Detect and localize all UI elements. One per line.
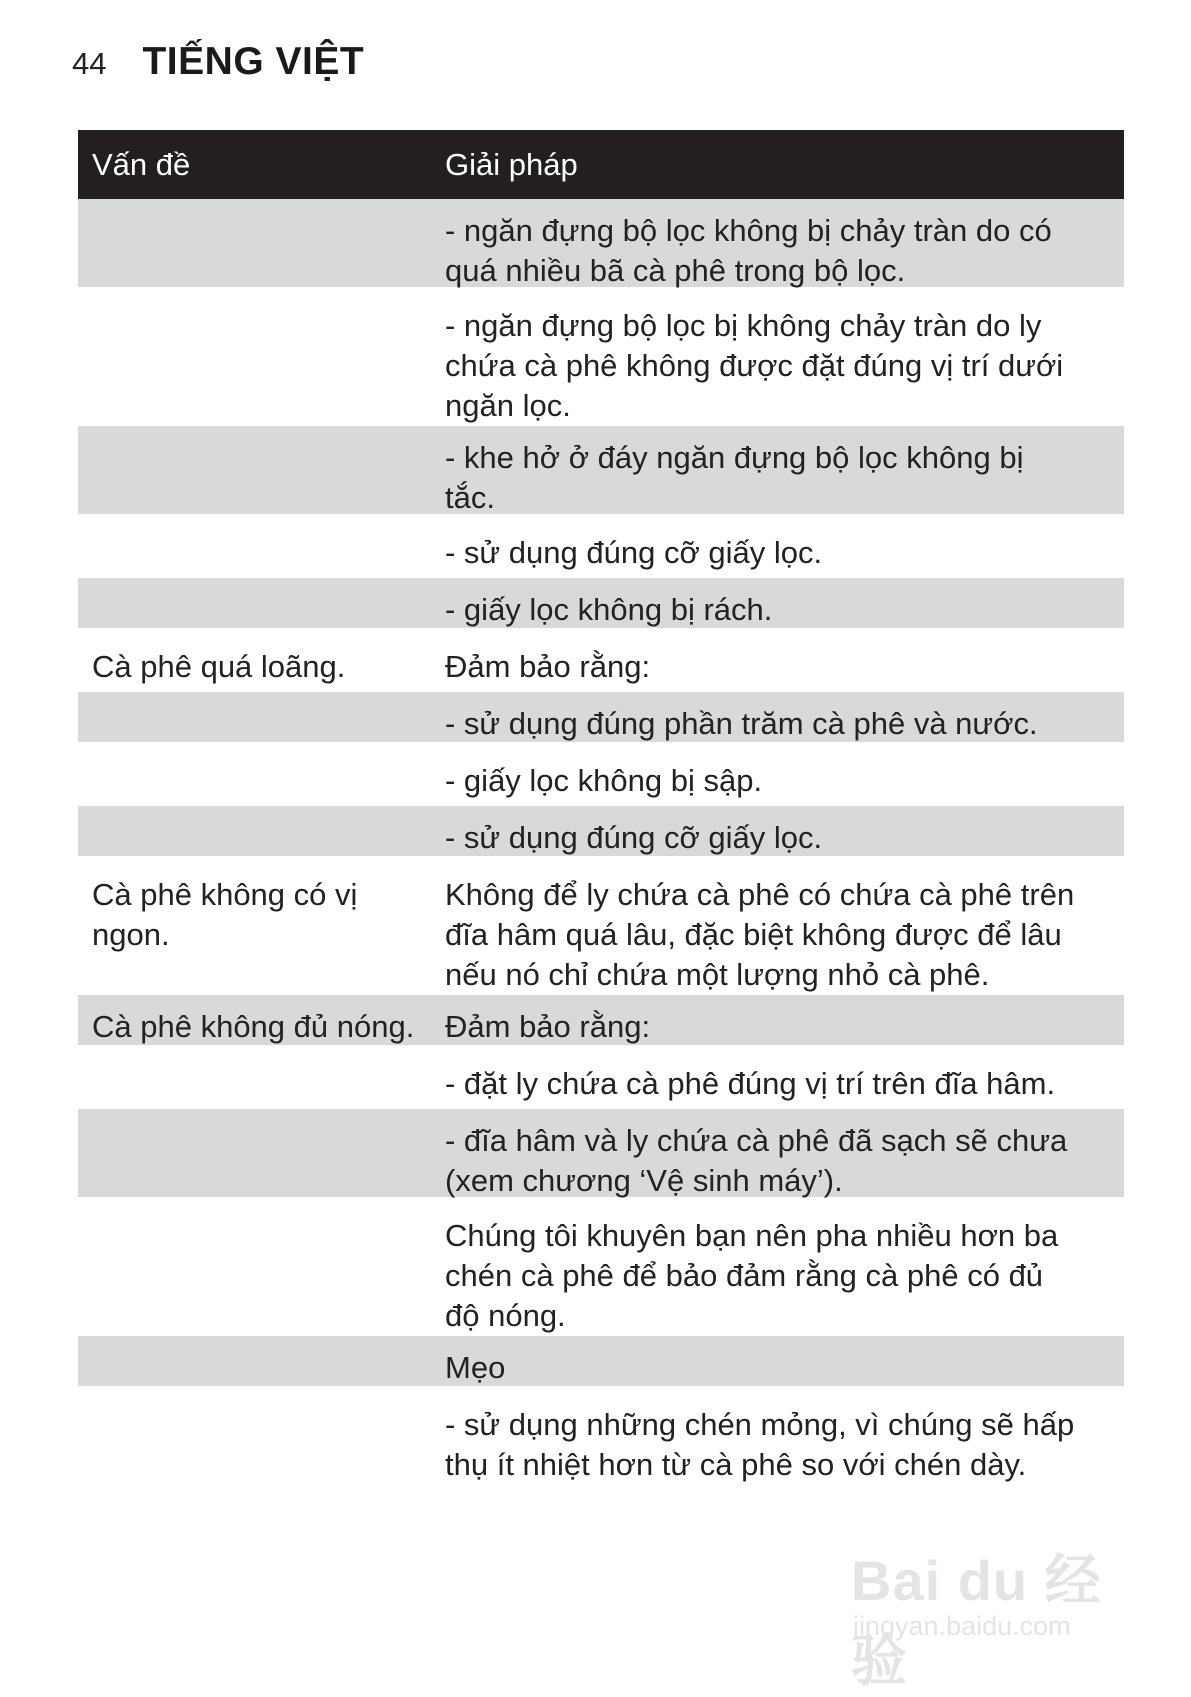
cell-solution: [445, 1216, 1124, 1336]
cell-solution: [445, 704, 1124, 744]
cell-solution: [445, 647, 1124, 687]
solution-line: chén cà phê để bảo đảm rằng cà phê có đủ: [445, 1258, 1044, 1293]
table-row: [78, 692, 1124, 742]
page-number: 44: [72, 46, 107, 81]
solution-line: đĩa hâm quá lâu, đặc biệt không được để lâu: [445, 917, 1062, 952]
table-body: [78, 199, 1124, 1481]
cell-solution: [445, 1405, 1124, 1485]
solution-line: - đĩa hâm và ly chứa cà phê đã sạch sẽ chưa: [445, 1123, 1068, 1158]
solution-line: - giấy lọc không bị rách.: [445, 592, 773, 627]
cell-solution: [445, 306, 1124, 426]
solution-line: Đảm bảo rằng:: [445, 1009, 651, 1044]
cell-problem: Cà phê quá loãng.: [92, 649, 346, 684]
watermark-logo: Bai du 经验: [851, 1549, 1102, 1692]
problem-line: Cà phê không có vị: [92, 877, 358, 912]
solution-line: - sử dụng những chén mỏng, vì chúng sẽ hấp: [445, 1407, 1075, 1442]
table-row: [78, 578, 1124, 628]
cell-solution: [445, 1007, 1124, 1047]
table-row: [78, 635, 1124, 685]
cell-solution: [445, 438, 1124, 518]
solution-line: nếu nó chỉ chứa một lượng nhỏ cà phê.: [445, 957, 990, 992]
page-title: TIẾNG VIỆT: [142, 40, 365, 83]
watermark-url: jingyan.baidu.com: [853, 1611, 1071, 1641]
cell-solution: [445, 818, 1124, 858]
solution-line: Không để ly chứa cà phê có chứa cà phê trên: [445, 877, 1075, 912]
solution-line: chứa cà phê không được đặt đúng vị trí dưới: [445, 348, 1064, 383]
table-row: [78, 806, 1124, 856]
cell-solution: [445, 533, 1124, 573]
solution-line: Mẹo: [445, 1350, 506, 1385]
cell-solution: [445, 1064, 1124, 1104]
table-row: [78, 749, 1124, 799]
solution-line: - giấy lọc không bị sập.: [445, 763, 763, 798]
header-solution: Giải pháp: [445, 146, 578, 182]
solution-line: - sử dụng đúng cỡ giấy lọc.: [445, 820, 823, 855]
solution-line: ngăn lọc.: [445, 388, 571, 423]
table-row: [78, 1336, 1124, 1386]
cell-solution: [445, 211, 1124, 291]
solution-line: thụ ít nhiệt hơn từ cà phê so với chén dày.: [445, 1447, 1027, 1482]
table-row: [78, 521, 1124, 571]
solution-line: quá nhiều bã cà phê trong bộ lọc.: [445, 253, 906, 288]
solution-line: - sử dụng đúng cỡ giấy lọc.: [445, 535, 823, 570]
solution-line: - sử dụng đúng phần trăm cà phê và nước.: [445, 706, 1038, 741]
cell-solution: [445, 761, 1124, 801]
cell-solution: [445, 590, 1124, 630]
table-row: [78, 1109, 1124, 1197]
table-row: [78, 1052, 1124, 1102]
table-row: [78, 426, 1124, 514]
table-row: [78, 1393, 1124, 1481]
table-row: [78, 294, 1124, 423]
cell-solution: [445, 1348, 1124, 1388]
solution-line: - khe hở ở đáy ngăn đựng bộ lọc không bị: [445, 440, 1024, 475]
solution-line: (xem chương ‘Vệ sinh máy’).: [445, 1163, 843, 1198]
problem-line: ngon.: [92, 917, 170, 952]
cell-problem: [78, 875, 445, 955]
solution-line: - đặt ly chứa cà phê đúng vị trí trên đĩa hâm.: [445, 1066, 1056, 1101]
table-row: [78, 1204, 1124, 1333]
solution-line: tắc.: [445, 480, 495, 515]
solution-line: Chúng tôi khuyên bạn nên pha nhiều hơn ba: [445, 1218, 1059, 1253]
solution-line: - ngăn đựng bộ lọc bị không chảy tràn do ly: [445, 308, 1042, 343]
baidu-watermark: [831, 1525, 1131, 1692]
cell-solution: [445, 1121, 1124, 1201]
header-problem: Vấn đề: [92, 146, 191, 182]
solution-line: độ nóng.: [445, 1298, 566, 1333]
table-row: [78, 863, 1124, 992]
table-header: [78, 130, 1124, 199]
troubleshooting-table: [78, 130, 1124, 1481]
cell-solution: [445, 875, 1124, 995]
cell-problem: Cà phê không đủ nóng.: [92, 1009, 415, 1044]
page-header: [72, 40, 364, 90]
solution-line: Đảm bảo rằng:: [445, 649, 651, 684]
table-row: [78, 199, 1124, 287]
solution-line: - ngăn đựng bộ lọc không bị chảy tràn do có: [445, 213, 1052, 248]
table-row: [78, 995, 1124, 1045]
